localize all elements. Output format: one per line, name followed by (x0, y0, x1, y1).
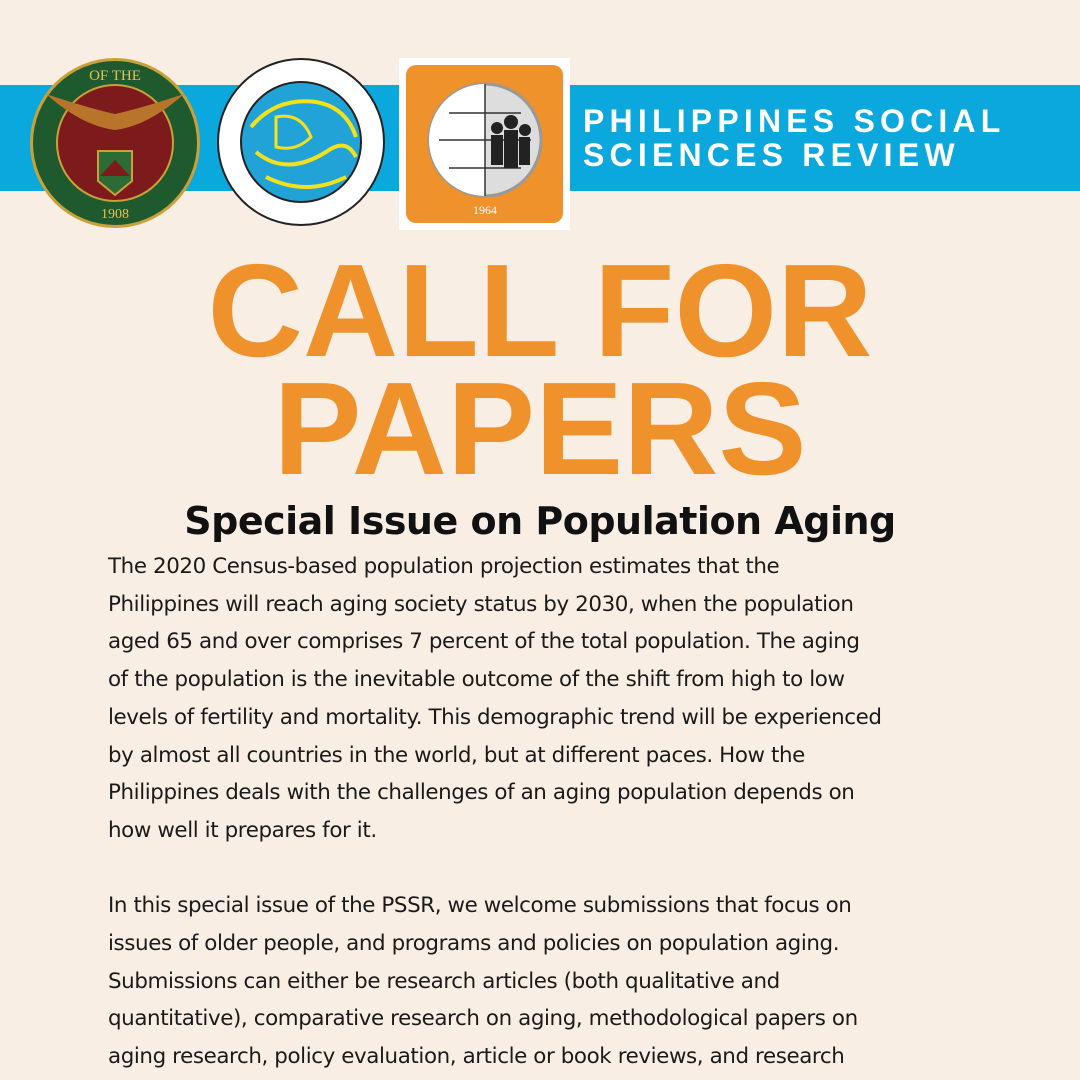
text-line: Philippines will reach aging society status by 2030, when the population (108, 591, 854, 617)
text-line: aging research, policy evaluation, article or book reviews, and research (108, 1044, 845, 1070)
text-line: The 2020 Census-based population projection estimates that the (108, 554, 780, 579)
up-seal-top-text: OF THE (89, 68, 141, 84)
text-line: quantitative), comparative research on aging, methodological papers on (108, 1006, 858, 1032)
title-line2: PAPERS (273, 355, 807, 502)
cssp-logo (216, 57, 386, 227)
up-seal-year: 1908 (101, 207, 129, 222)
subtitle: Special Issue on Population Aging (184, 499, 896, 543)
paragraph-2 (108, 887, 1068, 1076)
text-line: levels of fertility and mortality. This demographic trend will be experienced (108, 704, 882, 730)
text-line: issues of older people, and programs and policies on population aging. (108, 931, 840, 957)
title (0, 237, 1080, 502)
text-line: how well it prepares for it. (108, 817, 377, 843)
text-line: Submissions can either be research articles (both qualitative and (108, 968, 780, 994)
journal-name (583, 104, 1006, 172)
text-line: of the population is the inevitable outcome of the shift from high to low (108, 667, 845, 693)
title-line1: CALL FOR (207, 237, 873, 384)
upppi-year: 1964 (473, 203, 497, 217)
journal-name-line1: PHILIPPINES SOCIAL (583, 103, 1006, 139)
paragraph-1 (108, 548, 1068, 850)
text-line: In this special issue of the PSSR, we welcome submissions that focus on (108, 893, 852, 919)
text-line: by almost all countries in the world, but at different paces. How the (108, 742, 805, 768)
up-seal-logo (28, 56, 202, 230)
upppi-logo (399, 58, 570, 230)
text-line: Philippines deals with the challenges of an aging population depends on (108, 780, 855, 806)
text-line: aged 65 and over comprises 7 percent of the total population. The aging (108, 629, 860, 655)
journal-name-line2: SCIENCES REVIEW (583, 137, 960, 173)
body-text (108, 548, 1068, 1076)
